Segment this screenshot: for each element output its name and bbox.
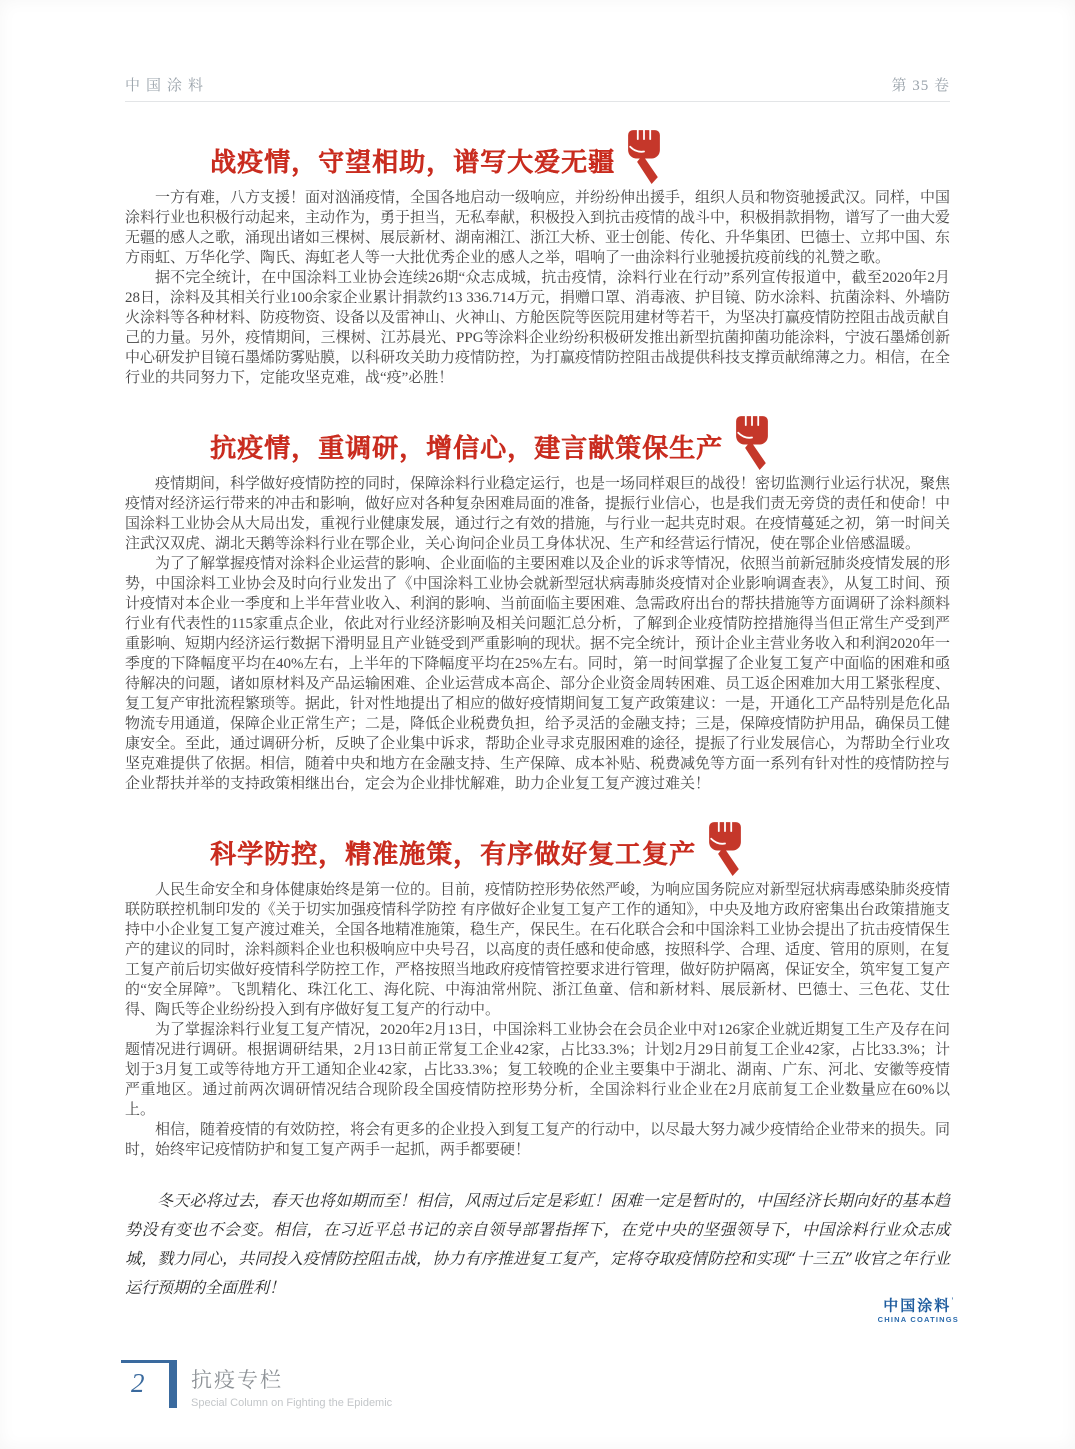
journal-name: 中国涂料 (125, 78, 210, 94)
body-paragraph: 为了掌握涂料行业复工复产情况，2020年2月13日，中国涂料工业协会在会员企业中对126家企业就近期复工生产及存在问题情况进行调研。根据调研结果，2月13日前正常复工企业42家，占比33.3%；计划2月29日前复工企业42家，占比33.3%；计划于3月复工或等待地方开工通知企业42家，占比33.3%；复工较晚的企业主要集中于湖北、湖南、广东、河北、安徽等疫情严重地区。通过前两次调研情况结合现阶段全国疫情防控形势分析，全国涂料行业企业在2月底前复工企业数量应在60%以上。 (125, 1022, 951, 1118)
column-subtitle: Special Column on Fighting the Epidemic (191, 1397, 393, 1409)
logo-mark: ’ (951, 1296, 954, 1306)
logo-en-text: CHINA COATINGS (877, 1314, 959, 1324)
body-paragraph: 疫情期间，科学做好疫情防控的同时，保障涂料行业稳定运行，也是一场同样艰巨的战役！密切监测行业运行状况，聚焦疫情对经济运行带来的冲击和影响，做好应对各种复杂困难局面的准备，提振行业信心，也是我们责无旁贷的责任和使命！中国涂料工业协会从大局出发，重视行业健康发展，通过行之有效的措施，与行业一起共克时艰。在疫情蔓延之初，第一时间关注武汉双虎、湖北天鹅等涂料行业在鄂企业，关心询问企业员工身体状况、生产和经营运行情况，使在鄂企业倍感温暖。 (125, 476, 951, 552)
section-heading-text: 科学防控，精准施策，有序做好复工复产 (210, 839, 697, 869)
footer-titles (191, 1360, 392, 1409)
volume-label: 第 35 卷 (891, 78, 950, 94)
raised-fist-icon (704, 818, 746, 870)
body-paragraph: 人民生命安全和身体健康始终是第一位的。目前，疫情防控形势依然严峻，为响应国务院应对新型冠状病毒感染肺炎疫情联防联控机制印发的《关于切实加强疫情科学防控 有序做好企业复工复产工作的通知》，中央及地方政府密集出台政策措施支持中小企业复工复产渡过难关，全国各地精准施策，稳生产，保民生。在石化联合会和中国涂料工业协会提出了抗击疫情保生产的建议的同时，涂料颜料企业也积极响应中央号召，以高度的责任感和使命感，按照科学、合理、适度、管用的原则，在复工复产前后切实做好疫情科学防控工作，严格按照当地政府疫情管控要求进行管理，做好防护隔离，保证安全，筑牢复工复产的“安全屏障”。飞凯精化、珠江化工、海化院、中海油常州院、浙江鱼童、信和新材料、展辰新材、巴德士、三色花、艾仕得、陶氏等企业纷纷投入到有序做好复工复产的行动中。 (125, 882, 951, 1018)
section-heading-text: 战疫情，守望相助，谱写大爱无疆 (210, 147, 616, 177)
body-paragraph: 一方有难，八方支援！面对汹涌疫情，全国各地启动一级响应，并纷纷伸出援手，组织人员和物资驰援武汉。同样，中国涂料行业也积极行动起来，主动作为，勇于担当，无私奉献，积极投入到抗击疫情的战斗中，积极捐款捐物，谱写了一曲大爱无疆的感人之歌，涌现出诸如三棵树、展辰新材、湖南湘江、浙江大桥、亚士创能、传化、升华集团、巴德士、立邦中国、东方雨虹、万华化学、陶氏、海虹老人等一大批优秀企业的感人之举，唱响了一曲涂料行业驰援抗疫前线的礼赞之歌。 (125, 190, 951, 266)
section-heading (210, 126, 950, 178)
raised-fist-icon (731, 412, 773, 464)
page-number-sidebar (169, 1360, 177, 1408)
raised-fist-icon (623, 126, 665, 178)
section-heading (210, 818, 950, 870)
section-research-confidence (125, 412, 950, 794)
china-coatings-logo (878, 1296, 959, 1324)
logo-cn-text: 中国涂料 (883, 1297, 952, 1315)
page-footer (125, 1360, 392, 1409)
column-title: 抗疫专栏 (191, 1369, 283, 1392)
body-paragraph: 据不完全统计，在中国涂料工业协会连续26期“众志成城，抗击疫情，涂料行业在行动”系列宣传报道中，截至2020年2月28日，涂料及其相关行业100余家企业累计捐款约13 336.714万元，捐赠口罩、消毒液、护目镜、防水涂料、抗菌涂料、外墙防火涂料等各种材料、防疫物资、设备以及雷神山、火神山、方舱医院等医院用建材等若干，为坚决打赢疫情防控阻击战贡献自己的力量。另外，疫情期间，三棵树、江苏晨光、PPG等涂料企业纷纷积极研发推出新型抗菌抑菌功能涂料，宁波石墨烯创新中心研发护目镜石墨烯防雾贴膜，以科研攻关助力疫情防控，为打赢疫情防控阻击战提供科技支撑贡献绵薄之力。相信，在全行业的共同努力下，定能攻坚克难，战“疫”必胜！ (125, 270, 951, 386)
body-paragraph: 为了了解掌握疫情对涂料企业运营的影响、企业面临的主要困难以及企业的诉求等情况，依照当前新冠肺炎疫情发展的形势，中国涂料工业协会及时向行业发出了《中国涂料工业协会就新型冠状病毒肺炎疫情对企业影响调查表》，从复工时间、预计疫情对本企业一季度和上半年营业收入、利润的影响、当前面临主要困难、急需政府出台的帮扶措施等方面调研了涂料颜料行业有代表性的115家重点企业，依此对行业经济影响及相关问题汇总分析，了解到企业疫情防控措施得当但正常生产受到严重影响、短期内经济运行数据下滑明显且产业链受到严重影响的现状。据不完全统计，预计企业主营业务收入和利润2020年一季度的下降幅度平均在40%左右，上半年的下降幅度平均在25%左右。同时，第一时间掌握了企业复工复产中面临的困难和亟待解决的问题，诸如原材料及产品运输困难、企业运营成本高企、部分企业资金周转困难、员工返企困难加大用工紧张程度、复工复产审批流程繁琐等。据此，针对性地提出了相应的做好疫情期间复工复产政策建议：一是，开通化工产品特别是危化品物流专用通道，保障企业正常生产；二是，降低企业税费负担，给予灵活的金融支持；三是，保障疫情防护用品，确保员工健康安全。至此，通过调研分析，反映了企业集中诉求，帮助企业寻求克服困难的途径，提振了行业发展信心，为帮助全行业攻坚克难提供了依据。相信，随着中央和地方在金融支持、生产保障、成本补贴、税费减免等方面一系列有针对性的疫情防控与企业帮扶并举的支持政策相继出台，定会为企业排忧解难，助力企业复工复产渡过难关！ (125, 556, 951, 792)
closing-paragraph: 冬天必将过去，春天也将如期而至！相信，风雨过后定是彩虹！困难一定是暂时的，中国经济长期向好的基本趋势没有变也不会变。相信，在习近平总书记的亲自领导部署指挥下，在党中央的坚强领导下，中国涂料行业众志成城，戮力同心，共同投入疫情防控阻击战，协力有序推进复工复产，定将夺取疫情防控和实现“十三五”收官之年行业运行预期的全面胜利！ (125, 1191, 950, 1297)
page-number-topbar (121, 1360, 171, 1363)
page-number-box (125, 1360, 179, 1408)
running-head (125, 0, 950, 95)
header-rule (125, 101, 950, 102)
page-number: 2 (131, 1368, 145, 1398)
body-paragraph: 相信，随着疫情的有效防控，将会有更多的企业投入到复工复产的行动中，以尽最大努力减少疫情给企业带来的损失。同时，始终牢记疫情防护和复工复产两手一起抓，两手都要硬！ (125, 1122, 951, 1158)
section-resume-production (125, 818, 950, 1160)
section-heading (210, 412, 950, 464)
section-heading-text: 抗疫情，重调研，增信心，建言献策保生产 (210, 433, 724, 463)
section-fight-epidemic (125, 126, 950, 388)
